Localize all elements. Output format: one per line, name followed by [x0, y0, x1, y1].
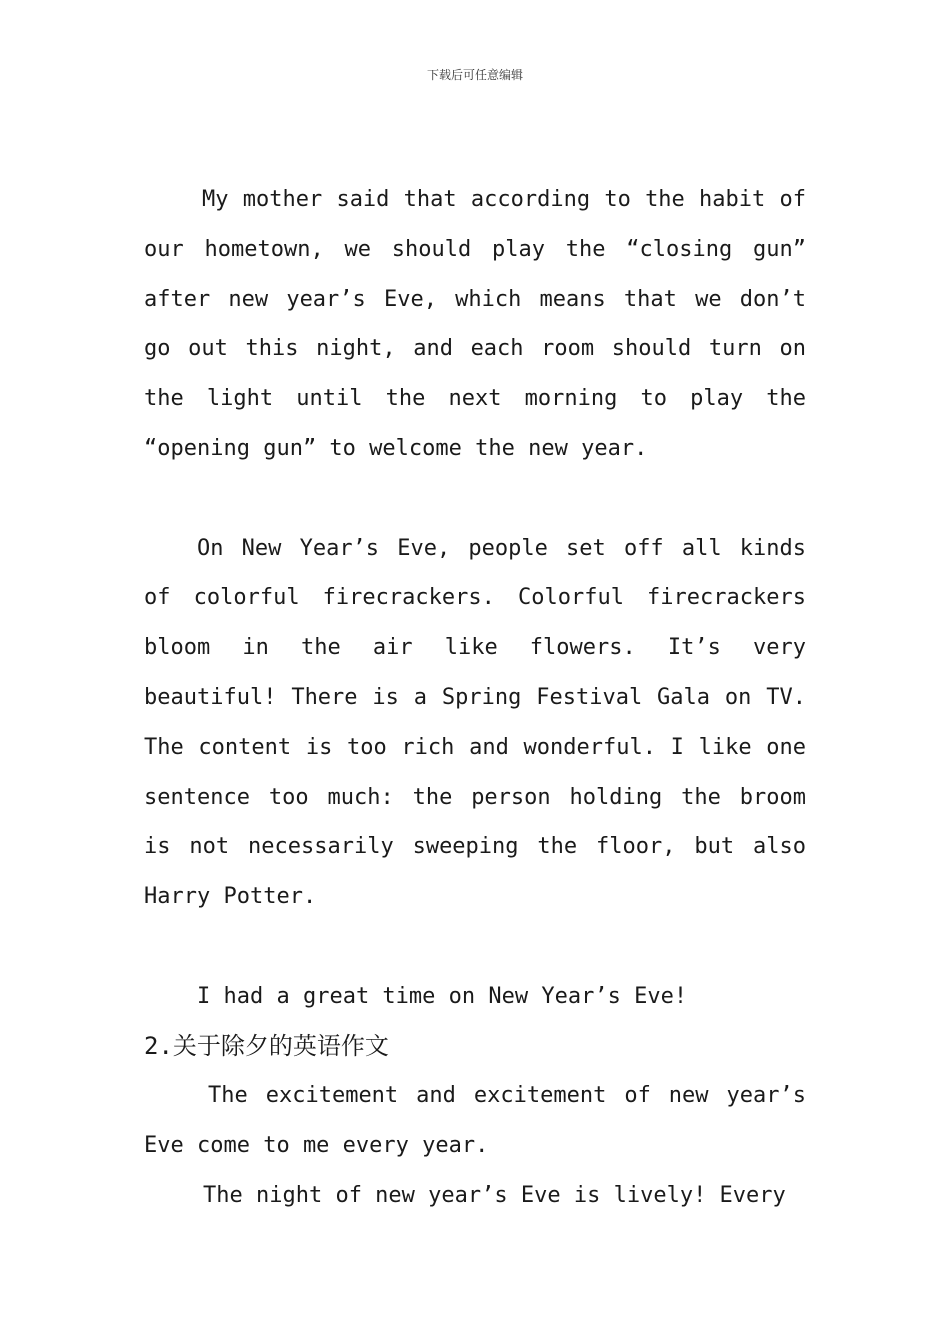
paragraph-gap [144, 474, 806, 524]
header-note: 下载后可任意编辑 [426, 68, 523, 82]
paragraph-lively-night: The night of new year’s Eve is lively! Every [203, 1182, 786, 1208]
section-heading: 2.关于除夕的英语作文 [144, 1031, 389, 1060]
paragraph-excitement: The excitement and excitement of new year’s Eve come to me every year. [144, 1083, 806, 1159]
paragraph-firecrackers: On New Year’s Eve, people set off all kinds of colorful firecrackers. Colorful firecrackers bloom in the air like flowers. It’s very beautiful! There is a Spring Festival Gala on TV. The content is too rich and wonderful. I like one sentence too much: the person holding the broom is not necessarily sweeping the floor, but also Harry Potter. [144, 535, 806, 910]
paragraph-gap [144, 922, 806, 972]
paragraph-closing-gun: My mother said that according to the habit of our hometown, we should play the “closing gun” after new year’s Eve, which means that we don’t go out this night, and each room should turn on the light until the next morning to play the “opening gun” to welcome the new year. [144, 187, 806, 461]
document-body [144, 175, 806, 1221]
paragraph-great-time: I had a great time on New Year’s Eve! [197, 983, 688, 1009]
